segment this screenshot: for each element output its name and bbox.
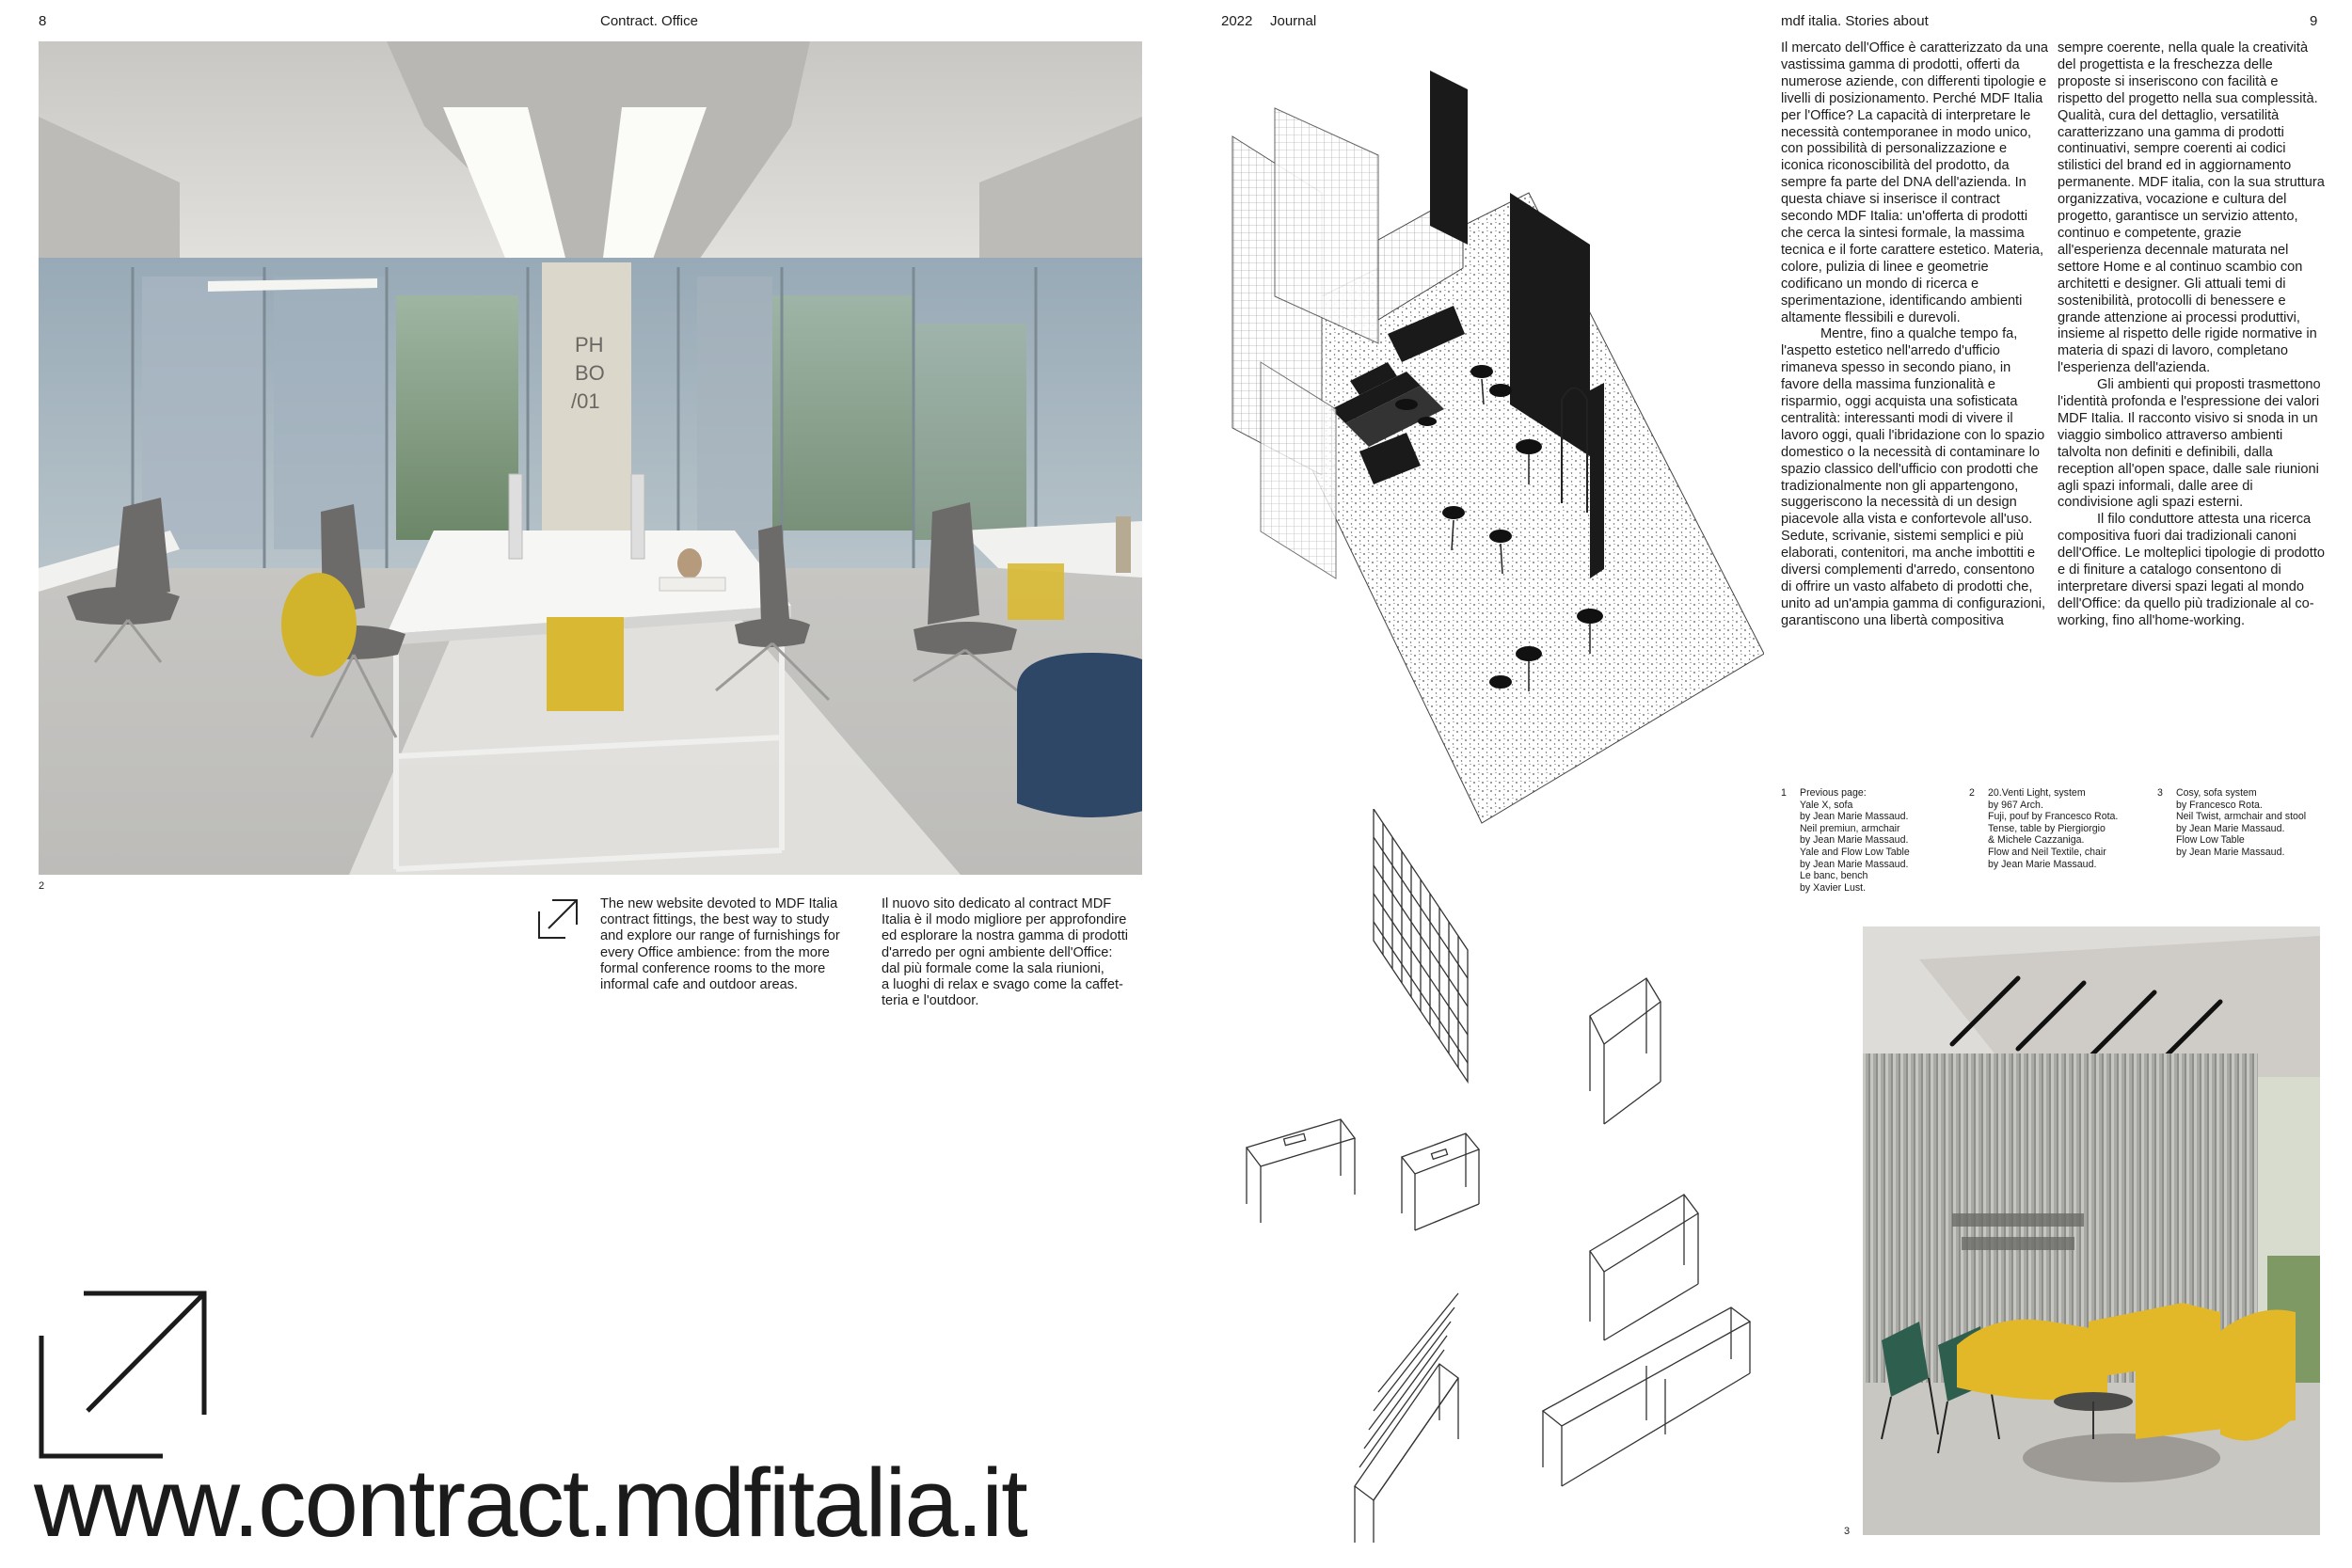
caption-2 [1969,787,2148,891]
blurb-italian: Il nuovo sito dedicato al contract MDF Italia è il modo migliore per approfondire ed esplorare la nostra gamma di prodotti d'arredo per ogni ambiente dell'Office: dal più formale come la sala riunioni, a luoghi di relax e svago come la caffet- teria e l'outdoor. [882,896,1129,1009]
caption-3 [2157,787,2336,891]
external-link-arrow-icon[interactable] [537,898,579,940]
article-paragraph: Mentre, fino a qualche tempo fa, l'aspetto estetico nell'arredo d'ufficio rimaneva spesso in secondo piano, in favore della massima funzionalità e risparmio, oggi acquista una sofisticata centralità: interessanti modi di vivere il lavoro oggi, quali l'ibridazione con lo spazio domestico o la necessità di contaminare lo spazio classico dell'ufficio con prodotti che tradizionalmente non gli appartengono, suggeriscono la necessità di un design piacevole alla vista e confortevole all'uso. Sedute, scrivanie, sistemi semplici e più elaborati, contenitori, ma anche imbottiti e diversi complementi d'arredo, consentono di offrire un vasto alfabeto di prodotti che, unito ad un'ampia gamma di configurazioni, garantiscono una libertà compositiva [1781,326,2046,628]
figure-number-2: 2 [39,880,45,892]
page-number-right: 9 [2310,13,2318,29]
caption-text: 20.Venti Light, system by 967 Arch. Fuji, pouf by Francesco Rota. Tense, table by Piergiorgio & Michele Cazzaniga. Flow and Neil Textile, chair by Jean Marie Massaud. [1988,787,2119,870]
blurb-english: The new website devoted to MDF Italia contract fittings, the best way to study and explore our range of furnishings for every Office ambience: from the more formal conference rooms to the more informal cafe and outdoor areas. [600,896,840,993]
section-title: Contract. Office [600,13,698,29]
caption-number: 2 [1969,787,1975,799]
article-paragraph: Gli ambienti qui proposti trasmettono l'identità profonda e l'espressione dei valori MDF Italia. Il racconto visivo si snoda in un viaggio simbolico attraverso ambienti talvolta non definiti e definibili, dalla reception all'open space, dalle sale riunioni agli spazi informali, dalle aree di condivisione agli spazi esterni. [2058,377,2321,511]
caption-text: Previous page: Yale X, sofa by Jean Marie Massaud. Neil premiun, armchair by Jean Marie Massaud. Yale and Flow Low Table by Jean Marie Massaud. Le banc, bench by Xavier Lust. [1800,787,1910,894]
furniture-line-drawing [1232,809,1769,1543]
article-paragraph: Il mercato dell'Office è caratterizzato da una vastissima gamma di prodotti, offerti da numerose aziende, con differenti tipologie e livelli di posizionamento. Perché MDF Italia per l'Office? La capacità di interpretare le necessità contemporanee in modo unico, con possibilità di personalizzazione e iconica riconoscibilità del prodotto, da sempre fa parte del DNA dell'azienda. In questa chiave si inserisce il contract secondo MDF Italia: un'offerta di prodotti che cerca la sintesi formale, la massima tecnica e il forte carattere estetico. Materia, colore, pulizia di linee e geometrie codificano un mondo di ricerca e sperimentazione, identificando ambienti altamente flessibili e durevoli. [1781,40,2048,325]
article-column-2 [2058,40,2325,630]
year-label: 2022 [1221,13,1253,29]
caption-number: 3 [2157,787,2163,799]
website-url-link[interactable]: www.contract.mdfitalia.it [34,1449,1026,1557]
caption-1 [1781,787,1960,894]
article-paragraph: Il filo conduttore attesta una ricerca compositiva fuori dai tradizionali canoni dell'Office. Le molteplici tipologie di prodotto e di finiture a catalogo consentono di interpretare diversi spazi legati al mondo dell'Office: da quello più tradizionale al co-working, fino all'home-working. [2058,512,2326,628]
caption-number: 1 [1781,787,1787,799]
isometric-floorplan-drawing [1218,52,1764,832]
article-paragraph: sempre coerente, nella quale la creatività del progettista e la freschezza delle proposte si inseriscono con facilità e rispetto del progetto nella sua complessità. Qualità, cura del dettaglio, versatilità caratterizzano una gamma di prodotti continuativi, sempre coerenti ai codici stilistici del brand ed in aggiornamento permanente. MDF italia, con la sua struttura organizzativa, vocazione e cultura del progetto, garantisce un servizio attento, continuo e competente, grazie all'esperienza decennale maturata nel settore Home e al continuo scambio con architetti e designer. Gli attuali temi di sostenibilità, protocolli di benessere e grande attenzione ai processi produttivi, insieme al rispetto delle rigide normative in materia di spazi di lavoro, completano l'esperienza dell'azienda. [2058,40,2325,376]
figure-number-3: 3 [1844,1526,1851,1537]
article-column-1 [1781,40,2048,630]
website-arrow-icon[interactable] [39,1291,208,1460]
caption-text: Cosy, sofa system by Francesco Rota. Neil Twist, armchair and stool by Jean Marie Massaud. Flow Low Table by Jean Marie Massaud. [2176,787,2307,858]
page-number-left: 8 [39,13,47,29]
series-title: mdf italia. Stories about [1781,13,1929,29]
journal-label: Journal [1270,13,1317,29]
column-lettering: PH BO /01 [571,333,605,413]
lobby-render-photo [1863,927,2320,1535]
office-render-photo [39,41,1142,875]
